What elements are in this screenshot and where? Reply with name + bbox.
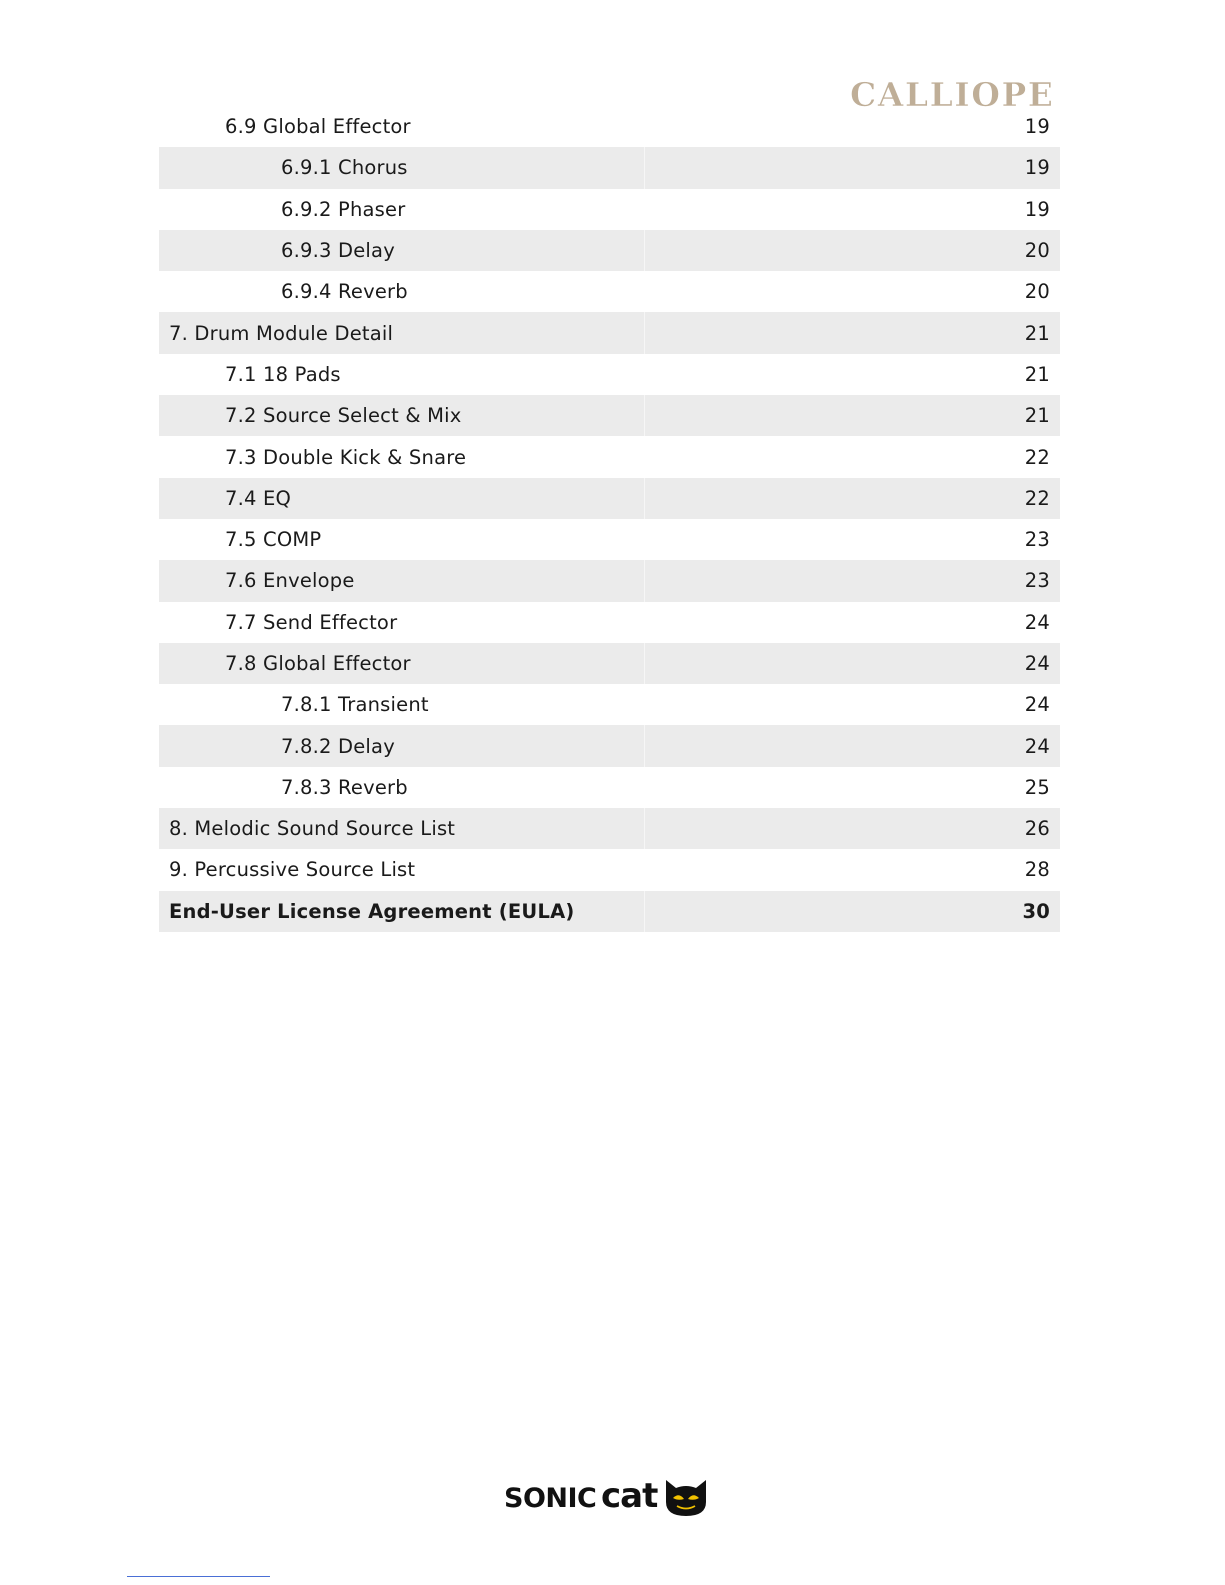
toc-entry-page-number: 28 [1024,858,1050,882]
toc-entry[interactable] [159,106,1060,147]
toc-entry-title: 7. Drum Module Detail [169,321,394,345]
footer-logo [504,1470,716,1518]
toc-entry-page-number: 20 [1024,280,1050,304]
toc-entry-page-number: 22 [1024,486,1050,510]
toc-entry[interactable] [159,271,1060,312]
calliope-brand-logo [850,76,1065,110]
toc-entry-title: 7.4 EQ [225,486,292,510]
cat-face-icon [666,1480,706,1516]
toc-entry-title: 9. Percussive Source List [169,858,416,882]
toc-entry-page-number: 23 [1024,569,1050,593]
brand-title: CALLIOPE [850,76,1055,110]
toc-entry-page-number: 24 [1024,734,1050,758]
toc-entry-title: 7.6 Envelope [225,569,355,593]
toc-entry-page-number: 20 [1024,239,1050,263]
logo-word-cat: cat [601,1476,658,1516]
logo-word-sonic: SONIC [504,1483,597,1514]
toc-entry-title: 7.7 Send Effector [225,610,398,634]
sonic-cat-logo [504,1470,716,1518]
toc-entry-page-number: 24 [1024,652,1050,675]
toc-entry-title: 7.5 COMP [225,528,322,552]
toc-entry-title: 7.8.3 Reverb [281,775,408,799]
toc-entry[interactable] [159,230,1060,271]
toc-entry[interactable] [159,147,1060,188]
page-header [850,76,1065,110]
toc-entry[interactable] [159,436,1060,477]
toc-entry-page-number: 21 [1024,362,1050,386]
toc-entry-title: 7.3 Double Kick & Snare [225,445,467,469]
toc-entry-page-number: 22 [1024,445,1050,469]
toc-entry-title: 7.8.2 Delay [281,734,395,758]
toc-entry-page-number: 23 [1024,528,1050,552]
toc-entry[interactable] [159,478,1060,519]
toc-entry[interactable] [159,891,1060,932]
toc-entry-page-number: 26 [1024,817,1050,841]
toc-entry-page-number: 19 [1024,115,1050,139]
toc-entry-page-number: 30 [1022,899,1050,923]
toc-entry[interactable] [159,602,1060,643]
toc-entry-page-number: 24 [1024,693,1050,717]
footer-rule [127,1576,270,1577]
toc-entry-page-number: 21 [1024,321,1050,345]
toc-entry[interactable] [159,808,1060,849]
toc-entry[interactable] [159,643,1060,684]
toc-entry-title: 6.9.4 Reverb [281,280,408,304]
toc-entry[interactable] [159,312,1060,353]
toc-entry-page-number: 24 [1024,610,1050,634]
toc-entry[interactable] [159,395,1060,436]
toc-entry[interactable] [159,767,1060,808]
toc-entry[interactable] [159,519,1060,560]
toc-entry-title: 6.9.1 Chorus [281,156,408,180]
toc-entry-title: 7.1 18 Pads [225,362,341,386]
toc-entry-title: End-User License Agreement (EULA) [169,899,575,923]
toc-entry[interactable] [159,849,1060,890]
toc-entry-title: 7.8 Global Effector [225,652,411,675]
toc-entry[interactable] [159,189,1060,230]
toc-entry[interactable] [159,560,1060,601]
toc-entry[interactable] [159,354,1060,395]
toc-entry-title: 6.9 Global Effector [225,115,411,139]
toc-entry-page-number: 21 [1024,404,1050,428]
toc-entry-title: 7.2 Source Select & Mix [225,404,462,428]
toc-entry-page-number: 19 [1024,197,1050,221]
toc-entry-page-number: 25 [1024,775,1050,799]
toc-entry[interactable] [159,684,1060,725]
toc-entry-title: 7.8.1 Transient [281,693,429,717]
toc-entry-title: 6.9.2 Phaser [281,197,406,221]
toc-entry-title: 8. Melodic Sound Source List [169,817,456,841]
toc-entry-title: 6.9.3 Delay [281,239,395,263]
toc-entry[interactable] [159,725,1060,766]
toc-entry-page-number: 19 [1024,156,1050,180]
table-of-contents [159,106,1060,932]
